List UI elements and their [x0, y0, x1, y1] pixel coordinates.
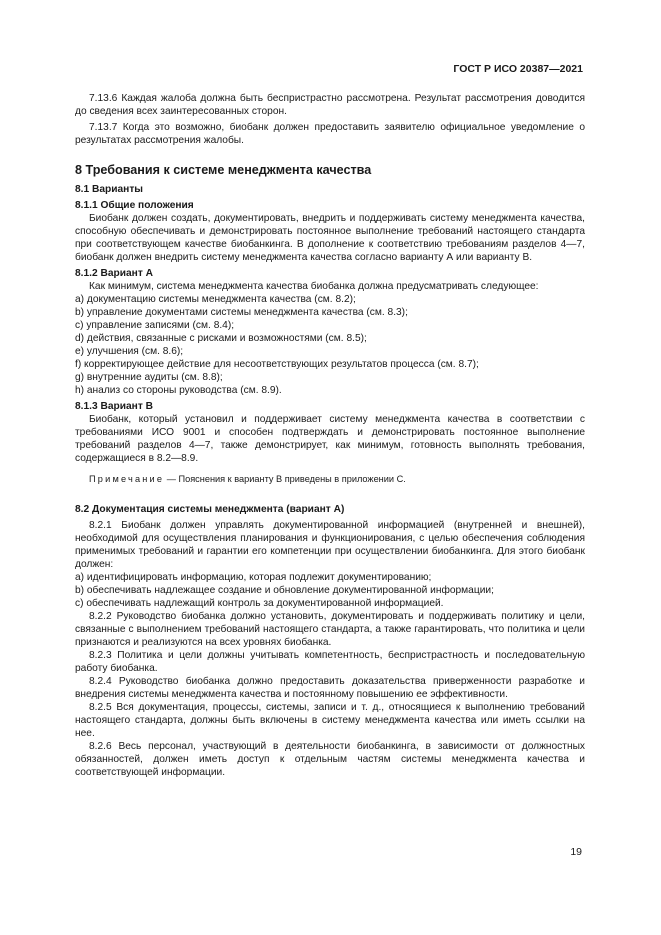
clause-8-2-6: 8.2.6 Весь персонал, участвующий в деятельности биобанкинга, в зависимости от должностных обязанностей, должен иметь доступ к отдельным частям системы менеджмента качества и соответствующей информации. [75, 741, 585, 778]
list-item: a) идентифицировать информацию, которая подлежит документированию; [75, 572, 432, 583]
clause-7-13-6: 7.13.6 Каждая жалоба должна быть беспристрастно рассмотрена. Результат рассмотрения доводится до сведения всех заинтересованных сторон. [75, 93, 585, 117]
section-8-1-2-title: 8.1.2 Вариант А [75, 268, 153, 279]
clause-7-13-7: 7.13.7 Когда это возможно, биобанк должен предоставить заявителю официальное уведомление о результатах рассмотрения жалобы. [75, 122, 585, 146]
page-content [75, 92, 585, 779]
clause-8-2-5: 8.2.5 Вся документация, процессы, системы, записи и т. д., относящиеся к выполнению требований настоящего стандарта, должны быть включены в систему менеджмента качества или иметь ссылки на нее. [75, 702, 585, 739]
list-item: g) внутренние аудиты (см. 8.8); [75, 372, 223, 383]
list-item: c) управление записями (см. 8.4); [75, 320, 235, 331]
standard-header: ГОСТ Р ИСО 20387—2021 [453, 63, 583, 75]
section-8-1-3-text: Биобанк, который установил и поддерживает систему менеджмента качества в соответствии с требованиями ИСО 9001 и способен подтверждать и демонстрировать постоянное выполнение требований разделов 4—7, также демонстрирует, как минимум, готовность выполнять требования, содержащиеся в 8.2—8.9. [75, 414, 585, 464]
section-8-title: 8 Требования к системе менеджмента качества [75, 163, 372, 177]
clause-8-2-4: 8.2.4 Руководство биобанка должно предоставить доказательства приверженности разработке и внедрения системы менеджмента качества и постоянному повышению ее эффективности. [75, 676, 585, 700]
list-item: b) обеспечивать надлежащее создание и обновление документированной информации; [75, 585, 494, 596]
note-label: Примечание [89, 474, 165, 484]
page-number: 19 [570, 846, 582, 858]
list-item: e) улучшения (см. 8.6); [75, 346, 184, 357]
section-8-1-3-title: 8.1.3 Вариант В [75, 401, 153, 412]
note [75, 473, 585, 486]
section-8-1-1-text: Биобанк должен создать, документировать, внедрить и поддерживать систему менеджмента качества, способную обеспечивать и демонстрировать постоянное выполнение требований настоящего стандарта при соответствующем качестве биобанкинга. В дополнение к соответствию требованиям разделов 4—7, биобанк должен внедрить систему менеджмента качества согласно варианту А или варианту В. [75, 213, 585, 263]
clause-8-2-1: 8.2.1 Биобанк должен управлять документированной информацией (внутренней и внешней), необходимой для осуществления планирования и функционирования, с целью обеспечения соблюдения применимых требований и гарантии его компетенции при осуществлении биобанкинга. Для этого биобанк должен: [75, 520, 585, 570]
clause-8-2-2: 8.2.2 Руководство биобанка должно установить, документировать и поддерживать политику и цели, связанные с выполнением требований настоящего стандарта, а также гарантировать, что политика и цели признаются и реализуются на всех уровнях биобанка. [75, 611, 585, 648]
list-item: d) действия, связанные с рисками и возможностями (см. 8.5); [75, 333, 367, 344]
section-8-1-1-title: 8.1.1 Общие положения [75, 200, 194, 211]
list-item: f) корректирующее действие для несоответствующих результатов процесса (см. 8.7); [75, 359, 479, 370]
note-text: — Пояснения к варианту В приведены в приложении С. [164, 474, 406, 484]
section-8-2-title: 8.2 Документация системы менеджмента (вариант А) [75, 504, 345, 515]
list-item: c) обеспечивать надлежащий контроль за документированной информацией. [75, 598, 444, 609]
list-item: b) управление документами системы менеджмента качества (см. 8.3); [75, 307, 408, 318]
list-item: a) документацию системы менеджмента качества (см. 8.2); [75, 294, 356, 305]
clause-8-2-3: 8.2.3 Политика и цели должны учитывать компетентность, беспристрастность и последовательную работу биобанка. [75, 650, 585, 674]
list-item: h) анализ со стороны руководства (см. 8.9). [75, 385, 282, 396]
section-8-1-2-lead: Как минимум, система менеджмента качества биобанка должна предусматривать следующее: [89, 281, 539, 292]
section-8-1-title: 8.1 Варианты [75, 184, 144, 195]
